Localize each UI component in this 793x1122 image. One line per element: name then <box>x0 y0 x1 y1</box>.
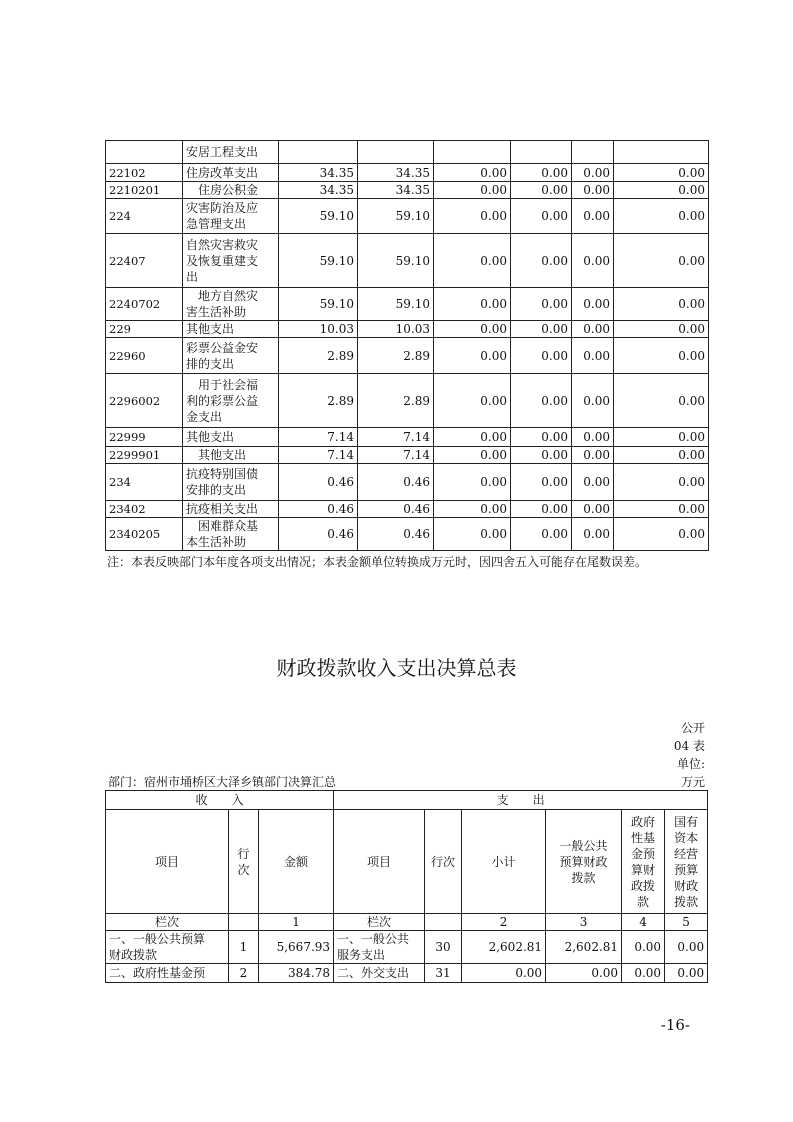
column-header: 金额 <box>259 810 334 914</box>
subject-name: 住房改革支出 <box>183 164 279 182</box>
column-header: 一般公共 预算财政 拨款 <box>546 810 622 914</box>
amount-cell: 0.00 <box>511 518 572 551</box>
amount-cell: 7.14 <box>279 447 358 464</box>
amount-cell: 59.10 <box>279 199 358 234</box>
expense-header: 支 出 <box>334 791 708 810</box>
amount-cell: 0.00 <box>511 164 572 182</box>
amount-cell: 0.46 <box>358 464 434 501</box>
amount-cell <box>614 141 709 164</box>
amount-cell: 2.89 <box>358 338 434 374</box>
amount-cell <box>572 141 614 164</box>
amount-cell: 0.00 <box>572 288 614 321</box>
table-row <box>106 288 709 321</box>
subject-name: 自然灾害救灾 及恢复重建支 出 <box>183 234 279 288</box>
table-cell: 30 <box>425 931 462 964</box>
amount-cell: 0.00 <box>511 338 572 374</box>
amount-cell: 0.00 <box>572 464 614 501</box>
table-row <box>106 234 709 288</box>
amount-cell: 0.00 <box>511 501 572 518</box>
amount-cell: 10.03 <box>358 321 434 338</box>
amount-cell <box>358 141 434 164</box>
column-index: 栏次 <box>334 914 425 931</box>
subject-name: 抗疫相关支出 <box>183 501 279 518</box>
table-cell: 2 <box>229 964 259 983</box>
subject-name: 彩票公益金安 排的支出 <box>183 338 279 374</box>
subject-name: 安居工程支出 <box>183 141 279 164</box>
page-title: 财政拨款收入支出决算总表 <box>276 656 517 680</box>
amount-cell: 59.10 <box>279 234 358 288</box>
amount-cell: 0.00 <box>434 338 511 374</box>
amount-cell: 0.00 <box>614 501 709 518</box>
amount-cell: 0.46 <box>279 518 358 551</box>
subject-name: 困难群众基 本生活补助 <box>183 518 279 551</box>
column-index: 1 <box>259 914 334 931</box>
amount-cell: 0.00 <box>572 374 614 428</box>
column-header: 项目 <box>106 810 229 914</box>
table-row <box>106 199 709 234</box>
table-cell: 31 <box>425 964 462 983</box>
amount-cell: 7.14 <box>358 428 434 447</box>
column-index-row <box>106 914 708 931</box>
table-row <box>106 374 709 428</box>
table-cell: 0.00 <box>622 964 665 983</box>
amount-cell: 0.00 <box>511 464 572 501</box>
subject-name: 灾害防治及应 急管理支出 <box>183 199 279 234</box>
amount-cell: 0.00 <box>572 518 614 551</box>
amount-cell: 0.00 <box>614 518 709 551</box>
table-row <box>106 501 709 518</box>
column-header: 项目 <box>334 810 425 914</box>
table-cell: 2,602.81 <box>462 931 546 964</box>
table-cell: 384.78 <box>259 964 334 983</box>
table-cell: 0.00 <box>622 931 665 964</box>
amount-cell: 0.46 <box>279 464 358 501</box>
amount-cell: 0.00 <box>434 447 511 464</box>
subject-name: 用于社会福 利的彩票公益 金支出 <box>183 374 279 428</box>
subject-code: 224 <box>106 199 183 234</box>
table-cell: 1 <box>229 931 259 964</box>
column-header: 行次 <box>425 810 462 914</box>
subject-name: 地方自然灾 害生活补助 <box>183 288 279 321</box>
amount-cell: 34.35 <box>358 182 434 199</box>
amount-cell: 0.00 <box>511 447 572 464</box>
amount-cell: 0.00 <box>572 338 614 374</box>
subject-code: 2299901 <box>106 447 183 464</box>
subject-name: 其他支出 <box>183 321 279 338</box>
amount-cell: 10.03 <box>279 321 358 338</box>
subject-code <box>106 141 183 164</box>
table-cell: 0.00 <box>546 964 622 983</box>
amount-cell: 7.14 <box>358 447 434 464</box>
column-header: 政府 性基 金预 算财 政拨 款 <box>622 810 665 914</box>
column-header: 小计 <box>462 810 546 914</box>
amount-cell <box>434 141 511 164</box>
amount-cell: 7.14 <box>279 428 358 447</box>
column-index: 4 <box>622 914 665 931</box>
amount-cell: 0.00 <box>614 234 709 288</box>
subject-name: 抗疫特别国债 安排的支出 <box>183 464 279 501</box>
subject-name: 其他支出 <box>183 447 279 464</box>
subject-code: 23402 <box>106 501 183 518</box>
table-row <box>106 931 708 964</box>
form-code-line: 万元 <box>680 775 705 789</box>
subject-code: 2210201 <box>106 182 183 199</box>
amount-cell: 0.00 <box>614 321 709 338</box>
income-header: 收 入 <box>106 791 334 810</box>
amount-cell: 0.00 <box>511 374 572 428</box>
table-cell: 二、外交支出 <box>334 964 425 983</box>
amount-cell: 0.00 <box>511 428 572 447</box>
amount-cell: 59.10 <box>358 234 434 288</box>
amount-cell: 0.00 <box>434 234 511 288</box>
column-index: 3 <box>546 914 622 931</box>
table-note: 注：本表反映部门本年度各项支出情况；本表金额单位转换成万元时，因四舍五入可能存在尾数误差。 <box>107 555 648 569</box>
amount-cell: 0.46 <box>279 501 358 518</box>
expense-detail-table <box>105 140 709 551</box>
amount-cell: 0.00 <box>434 518 511 551</box>
column-index: 2 <box>462 914 546 931</box>
amount-cell: 59.10 <box>279 288 358 321</box>
subject-code: 2240702 <box>106 288 183 321</box>
column-index: 5 <box>665 914 708 931</box>
amount-cell: 0.46 <box>358 518 434 551</box>
department-label: 部门：宿州市埇桥区大泽乡镇部门决算汇总 <box>108 775 337 789</box>
subject-code: 2296002 <box>106 374 183 428</box>
subject-code: 229 <box>106 321 183 338</box>
amount-cell: 0.00 <box>572 164 614 182</box>
subject-code: 22960 <box>106 338 183 374</box>
amount-cell: 0.00 <box>572 321 614 338</box>
form-code-line: 04 表 <box>673 739 705 753</box>
amount-cell: 0.00 <box>614 199 709 234</box>
amount-cell: 0.00 <box>434 464 511 501</box>
column-index <box>425 914 462 931</box>
table-row <box>106 464 709 501</box>
table-cell: 一、一般公共预算 财政拨款 <box>106 931 229 964</box>
table-row <box>106 518 709 551</box>
table-cell: 二、政府性基金预 <box>106 964 229 983</box>
amount-cell <box>511 141 572 164</box>
amount-cell: 0.00 <box>434 182 511 199</box>
table-row <box>106 447 709 464</box>
amount-cell: 0.00 <box>511 288 572 321</box>
amount-cell: 2.89 <box>358 374 434 428</box>
column-header: 行 次 <box>229 810 259 914</box>
fiscal-summary-table <box>105 790 708 983</box>
amount-cell: 0.00 <box>614 447 709 464</box>
amount-cell: 0.00 <box>614 338 709 374</box>
amount-cell: 34.35 <box>279 182 358 199</box>
table-cell: 0.00 <box>665 931 708 964</box>
amount-cell: 0.00 <box>434 321 511 338</box>
amount-cell: 0.00 <box>434 288 511 321</box>
amount-cell: 0.00 <box>434 374 511 428</box>
amount-cell: 0.00 <box>434 199 511 234</box>
table-row <box>106 338 709 374</box>
amount-cell: 2.89 <box>279 374 358 428</box>
amount-cell <box>279 141 358 164</box>
amount-cell: 0.00 <box>434 164 511 182</box>
amount-cell: 59.10 <box>358 199 434 234</box>
form-code-line: 单位: <box>676 757 705 771</box>
table-cell: 一、一般公共 服务支出 <box>334 931 425 964</box>
amount-cell: 0.00 <box>572 428 614 447</box>
table-cell: 0.00 <box>462 964 546 983</box>
table-cell: 5,667.93 <box>259 931 334 964</box>
table-row <box>106 141 709 164</box>
amount-cell: 0.00 <box>614 164 709 182</box>
table-row <box>106 428 709 447</box>
subject-code: 234 <box>106 464 183 501</box>
amount-cell: 0.00 <box>511 199 572 234</box>
column-index: 栏次 <box>106 914 229 931</box>
amount-cell: 0.00 <box>614 374 709 428</box>
subject-name: 其他支出 <box>183 428 279 447</box>
subject-code: 2340205 <box>106 518 183 551</box>
amount-cell: 0.00 <box>614 288 709 321</box>
subject-code: 22999 <box>106 428 183 447</box>
subject-code: 22407 <box>106 234 183 288</box>
table-row <box>106 321 709 338</box>
amount-cell: 0.00 <box>434 428 511 447</box>
column-header-row <box>106 810 708 914</box>
table-cell: 2,602.81 <box>546 931 622 964</box>
amount-cell: 0.00 <box>572 234 614 288</box>
amount-cell: 0.00 <box>572 182 614 199</box>
table-row <box>106 164 709 182</box>
amount-cell: 0.00 <box>511 321 572 338</box>
subject-code: 22102 <box>106 164 183 182</box>
amount-cell: 0.00 <box>511 182 572 199</box>
amount-cell: 0.00 <box>572 447 614 464</box>
amount-cell: 34.35 <box>279 164 358 182</box>
amount-cell: 0.46 <box>358 501 434 518</box>
amount-cell: 0.00 <box>434 501 511 518</box>
form-code-line: 公开 <box>680 721 705 735</box>
amount-cell: 0.00 <box>572 199 614 234</box>
amount-cell: 59.10 <box>358 288 434 321</box>
table-row <box>106 182 709 199</box>
amount-cell: 0.00 <box>614 464 709 501</box>
table-row <box>106 964 708 983</box>
amount-cell: 0.00 <box>572 501 614 518</box>
table-cell: 0.00 <box>665 964 708 983</box>
column-header: 国有 资本 经营 预算 财政 拨款 <box>665 810 708 914</box>
page-number: -16- <box>660 1016 690 1034</box>
subject-name: 住房公积金 <box>183 182 279 199</box>
amount-cell: 2.89 <box>279 338 358 374</box>
amount-cell: 0.00 <box>614 428 709 447</box>
amount-cell: 0.00 <box>511 234 572 288</box>
amount-cell: 0.00 <box>614 182 709 199</box>
column-index <box>229 914 259 931</box>
amount-cell: 34.35 <box>358 164 434 182</box>
